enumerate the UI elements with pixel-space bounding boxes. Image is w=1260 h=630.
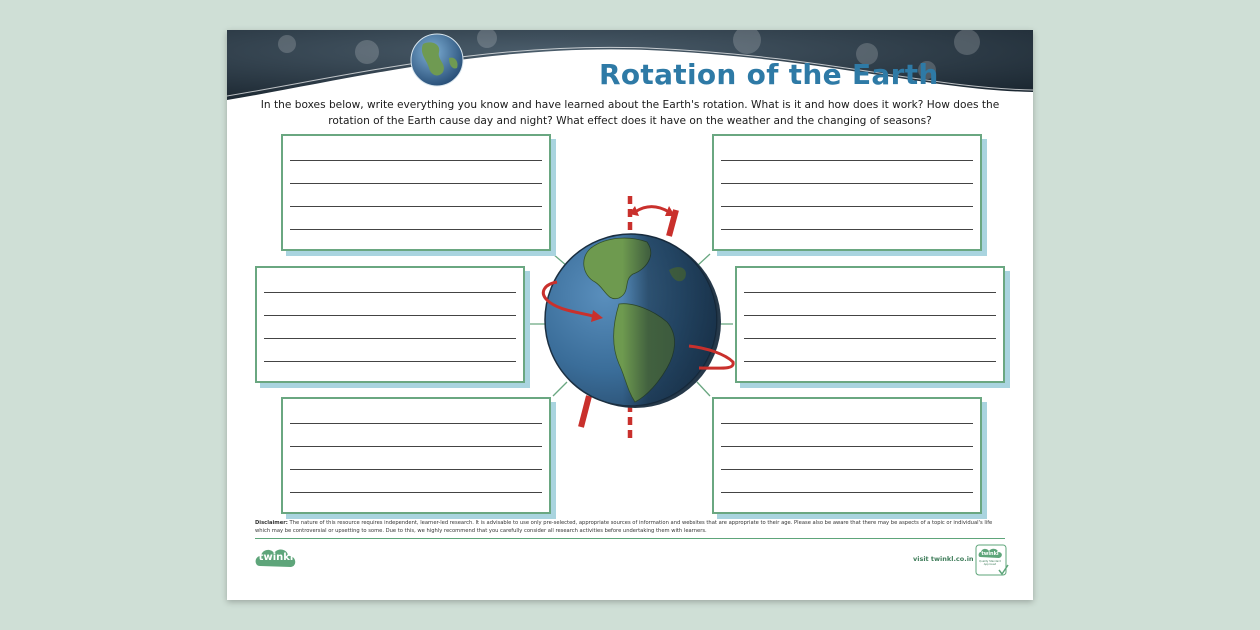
writing-line: [264, 315, 516, 316]
writing-line: [290, 446, 542, 447]
answer-box-middle-left[interactable]: [255, 266, 525, 383]
answer-box-top-right[interactable]: [712, 134, 982, 251]
writing-line: [290, 492, 542, 493]
writing-line: [264, 361, 516, 362]
writing-line: [721, 423, 973, 424]
writing-line: [290, 229, 542, 230]
badge-logo-text: twinkl: [981, 551, 999, 557]
instructions-text: In the boxes below, write everything you know and have learned about the Earth's rotation. What is it and how does it work? How does the rotation of the Earth cause day and night? What effect does it have on the weather and the changing of seasons?: [260, 99, 1000, 127]
writing-line: [290, 206, 542, 207]
earth-axis: [581, 196, 676, 442]
writing-line: [264, 292, 516, 293]
quality-standard-badge-icon: [975, 544, 1009, 576]
writing-line: [744, 361, 996, 362]
logo-text: twinkl: [258, 552, 294, 563]
worksheet-title: Rotation of the Earth: [599, 58, 939, 91]
writing-line: [721, 469, 973, 470]
writing-line: [721, 183, 973, 184]
disclaimer-text: The nature of this resource requires independent, learner-led research. It is advisable to use only pre-selected, appropriate sources of information and websites that are appropriate to their age. Please also be aware that there may be aspects of a topic or individual's life which may be controversial or upsetting to some. Due to this, we highly recommend that you carefully consider all research activities before undertaking them with learners.: [255, 520, 993, 534]
writing-line: [290, 183, 542, 184]
disclaimer: [255, 520, 1007, 535]
answer-box-bottom-left[interactable]: [281, 397, 551, 514]
writing-line: [721, 160, 973, 161]
writing-line: [290, 423, 542, 424]
footer-divider: [255, 538, 1005, 539]
rotation-arrow-icon: [543, 207, 733, 368]
writing-line: [721, 446, 973, 447]
writing-line: [290, 469, 542, 470]
earth-globe-icon: [545, 234, 721, 408]
visit-twinkl-link[interactable]: visit twinkl.co.in: [913, 555, 974, 563]
writing-line: [721, 229, 973, 230]
answer-box-top-left[interactable]: [281, 134, 551, 251]
answer-box-bottom-right[interactable]: [712, 397, 982, 514]
writing-line: [721, 492, 973, 493]
writing-line: [744, 292, 996, 293]
answer-box-middle-right[interactable]: [735, 266, 1005, 383]
writing-line: [744, 315, 996, 316]
connector-lines: [527, 254, 733, 396]
writing-line: [721, 206, 973, 207]
twinkl-logo: [254, 544, 298, 574]
worksheet-page: [227, 30, 1033, 600]
disclaimer-label: Disclaimer:: [255, 520, 288, 526]
arrow-heads: [591, 206, 675, 322]
writing-line: [290, 160, 542, 161]
writing-line: [264, 338, 516, 339]
small-earth-icon: [411, 34, 463, 86]
badge-subtext: Quality Standard Approved: [979, 560, 1001, 566]
writing-line: [744, 338, 996, 339]
